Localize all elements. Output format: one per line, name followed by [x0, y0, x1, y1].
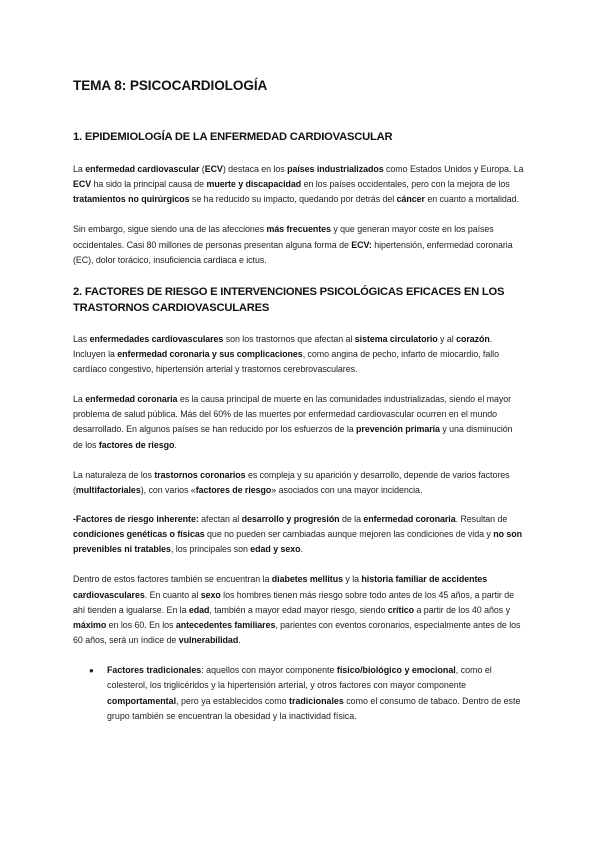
bold-run: antecedentes familiares [175, 619, 276, 630]
text-run: es compleja y su aparición y desarrollo, depende de varios factores ( [73, 469, 510, 495]
text-run: , como el colesterol, los triglicéridos y la hipertensión arterial, y otros factores con mayor componente [107, 665, 492, 691]
bold-run: factores de riesgo [195, 484, 272, 495]
bold-run: edad y sexo [250, 544, 301, 555]
text-run: son los trastornos que afectan al [223, 333, 355, 344]
text-run: es la causa principal de muerte en las comunidades industrializadas, siendo el mayor problema de salud pública. Más del 60% de las muertes por enfermedad cardiovascular ocurren en el mundo desarrollado. En algunos países se han reducido por los esfuerzos de la [73, 393, 512, 435]
bold-run: países industrializados [287, 164, 384, 174]
text-run: los hombres tienen más riesgo sobre todo antes de los 45 años, a partir de ahí tienden a igualarse. En la [73, 589, 515, 615]
text-run: La [73, 164, 86, 174]
bold-run: enfermedad coronaria y sus complicaciones [117, 348, 303, 359]
bold-run: edad [188, 604, 210, 615]
text-run: , también a mayor edad mayor riesgo, siendo [209, 604, 388, 615]
bold-run: factores de riesgo [98, 439, 175, 450]
text-run: La [73, 393, 86, 404]
text-run: ) destaca en los [222, 164, 288, 174]
section-1-paragraph-2 [73, 222, 524, 268]
bullet-icon: ● [89, 666, 94, 676]
bold-run: -Factores de riesgo inherente: [73, 513, 199, 524]
bold-run: ECV [204, 164, 223, 174]
bold-run: tradicionales [289, 695, 344, 706]
text-run: en los 60. En los [106, 619, 176, 630]
bold-run: historia familiar de accidentes cardiovasculares [73, 574, 488, 600]
text-run: . Resultan de [455, 513, 508, 524]
bold-run: cáncer [396, 194, 425, 205]
bold-run: Factores tradicionales [107, 665, 202, 676]
bold-run: vulnerabilidad [178, 635, 239, 646]
text-run: . [300, 544, 303, 555]
bold-run: ECV: [351, 239, 372, 250]
bold-run: sistema circulatorio [354, 333, 438, 344]
text-run: : aquellos con mayor componente [201, 665, 337, 676]
text-run: y la [342, 574, 362, 585]
list-item-text [107, 665, 520, 721]
text-run: ha sido la principal causa de [91, 179, 207, 190]
section-2-paragraph-2 [73, 392, 524, 453]
text-run: . [174, 439, 177, 450]
bold-run: crítico [387, 604, 415, 615]
bold-run: desarrollo y progresión [241, 513, 340, 524]
text-run: y al [437, 333, 457, 344]
text-run: Dentro de estos factores también se encuentran la [73, 574, 272, 585]
bold-run: diabetes mellitus [271, 574, 343, 585]
section-2-heading: 2. FACTORES DE RIESGO E INTERVENCIONES PSICOLÓGICAS EFICACES EN LOS TRASTORNOS CARDIOVASCULARES [73, 285, 505, 314]
bold-run: enfermedad coronaria [363, 513, 456, 524]
bold-run: más frecuentes [266, 224, 331, 235]
text-run: en cuanto a mortalidad. [424, 194, 519, 205]
bold-run: tratamientos no quirúrgicos [73, 194, 190, 205]
bold-run: físico/biológico y emocional [336, 665, 456, 676]
text-run: hipertensión, enfermedad coronaria (EC), dolor torácico, insuficiencia cardiaca e ictus. [73, 239, 513, 265]
text-run: se ha reducido su impacto, quedando por detrás del [189, 194, 397, 205]
list-item [91, 663, 524, 724]
section-1-heading: 1. EPIDEMIOLOGÍA DE LA ENFERMEDAD CARDIOVASCULAR [73, 131, 393, 143]
section-1-paragraph-1 [73, 162, 524, 208]
bold-run: muerte y discapacidad [206, 179, 302, 190]
bold-run: prevención primaria [356, 424, 440, 435]
text-run: . Incluyen la [73, 333, 493, 359]
bold-run: enfermedades cardiovasculares [89, 333, 224, 344]
bold-run: no son prevenibles ni tratables [73, 529, 523, 555]
bold-run: enfermedad cardiovascular [85, 164, 200, 174]
document-title: TEMA 8: PSICOCARDIOLOGÍA [73, 78, 268, 93]
text-run: afectan al [198, 513, 242, 524]
bold-run: corazón [456, 333, 490, 344]
text-run: , como angina de pecho, infarto de miocardio, fallo cardíaco congestivo, hipertensión arterial y trastornos cerebrovasculares. [73, 348, 499, 374]
bold-run: máximo [73, 619, 107, 630]
text-run: La naturaleza de los [73, 469, 155, 480]
bold-run: enfermedad coronaria [85, 393, 178, 404]
text-run: y una disminución de los [73, 424, 513, 450]
text-run: a partir de los 40 años y [414, 604, 510, 615]
bold-run: trastornos coronarios [154, 469, 246, 480]
text-run: Sin embargo, sigue siendo una de las afecciones [73, 224, 267, 235]
bold-run: multifactoriales [75, 484, 141, 495]
text-run: como el consumo de tabaco. Dentro de este grupo también se encuentran la obesidad y la inactividad física. [107, 695, 521, 721]
bold-run: ECV [73, 179, 92, 190]
section-2-paragraph-3 [73, 468, 524, 498]
text-run: ), con varios « [140, 484, 196, 495]
text-run: en los países occidentales, pero con la mejora de los [301, 179, 510, 190]
text-run: y que generan mayor coste en los países occidentales. Casi 80 millones de personas presentan alguna forma de [73, 224, 494, 250]
text-run: que no pueden ser cambiadas aunque mejoren las condiciones de vida y [204, 529, 494, 540]
text-run: Las [73, 333, 90, 344]
text-run: como Estados Unidos y Europa. La [383, 164, 524, 174]
text-run: » asociados con una mayor incidencia. [271, 484, 423, 495]
text-run: , pero ya establecidos como [176, 695, 290, 706]
bold-run: comportamental [107, 695, 177, 706]
section-2-paragraph-5 [73, 572, 524, 648]
text-run: , parientes con eventos coronarios, especialmente antes de los 60 años, será un índice de [73, 619, 521, 646]
text-run: , los principales son [170, 544, 251, 555]
text-run: de la [339, 513, 364, 524]
text-run: ( [199, 164, 205, 174]
section-2-paragraph-1 [73, 332, 524, 378]
bold-run: sexo [200, 589, 221, 600]
bullet-list [73, 663, 524, 724]
section-2-paragraph-4 [73, 512, 524, 558]
text-run: . [238, 635, 241, 646]
bold-run: condiciones genéticas o físicas [73, 529, 205, 540]
text-run: . En cuanto al [144, 589, 201, 600]
